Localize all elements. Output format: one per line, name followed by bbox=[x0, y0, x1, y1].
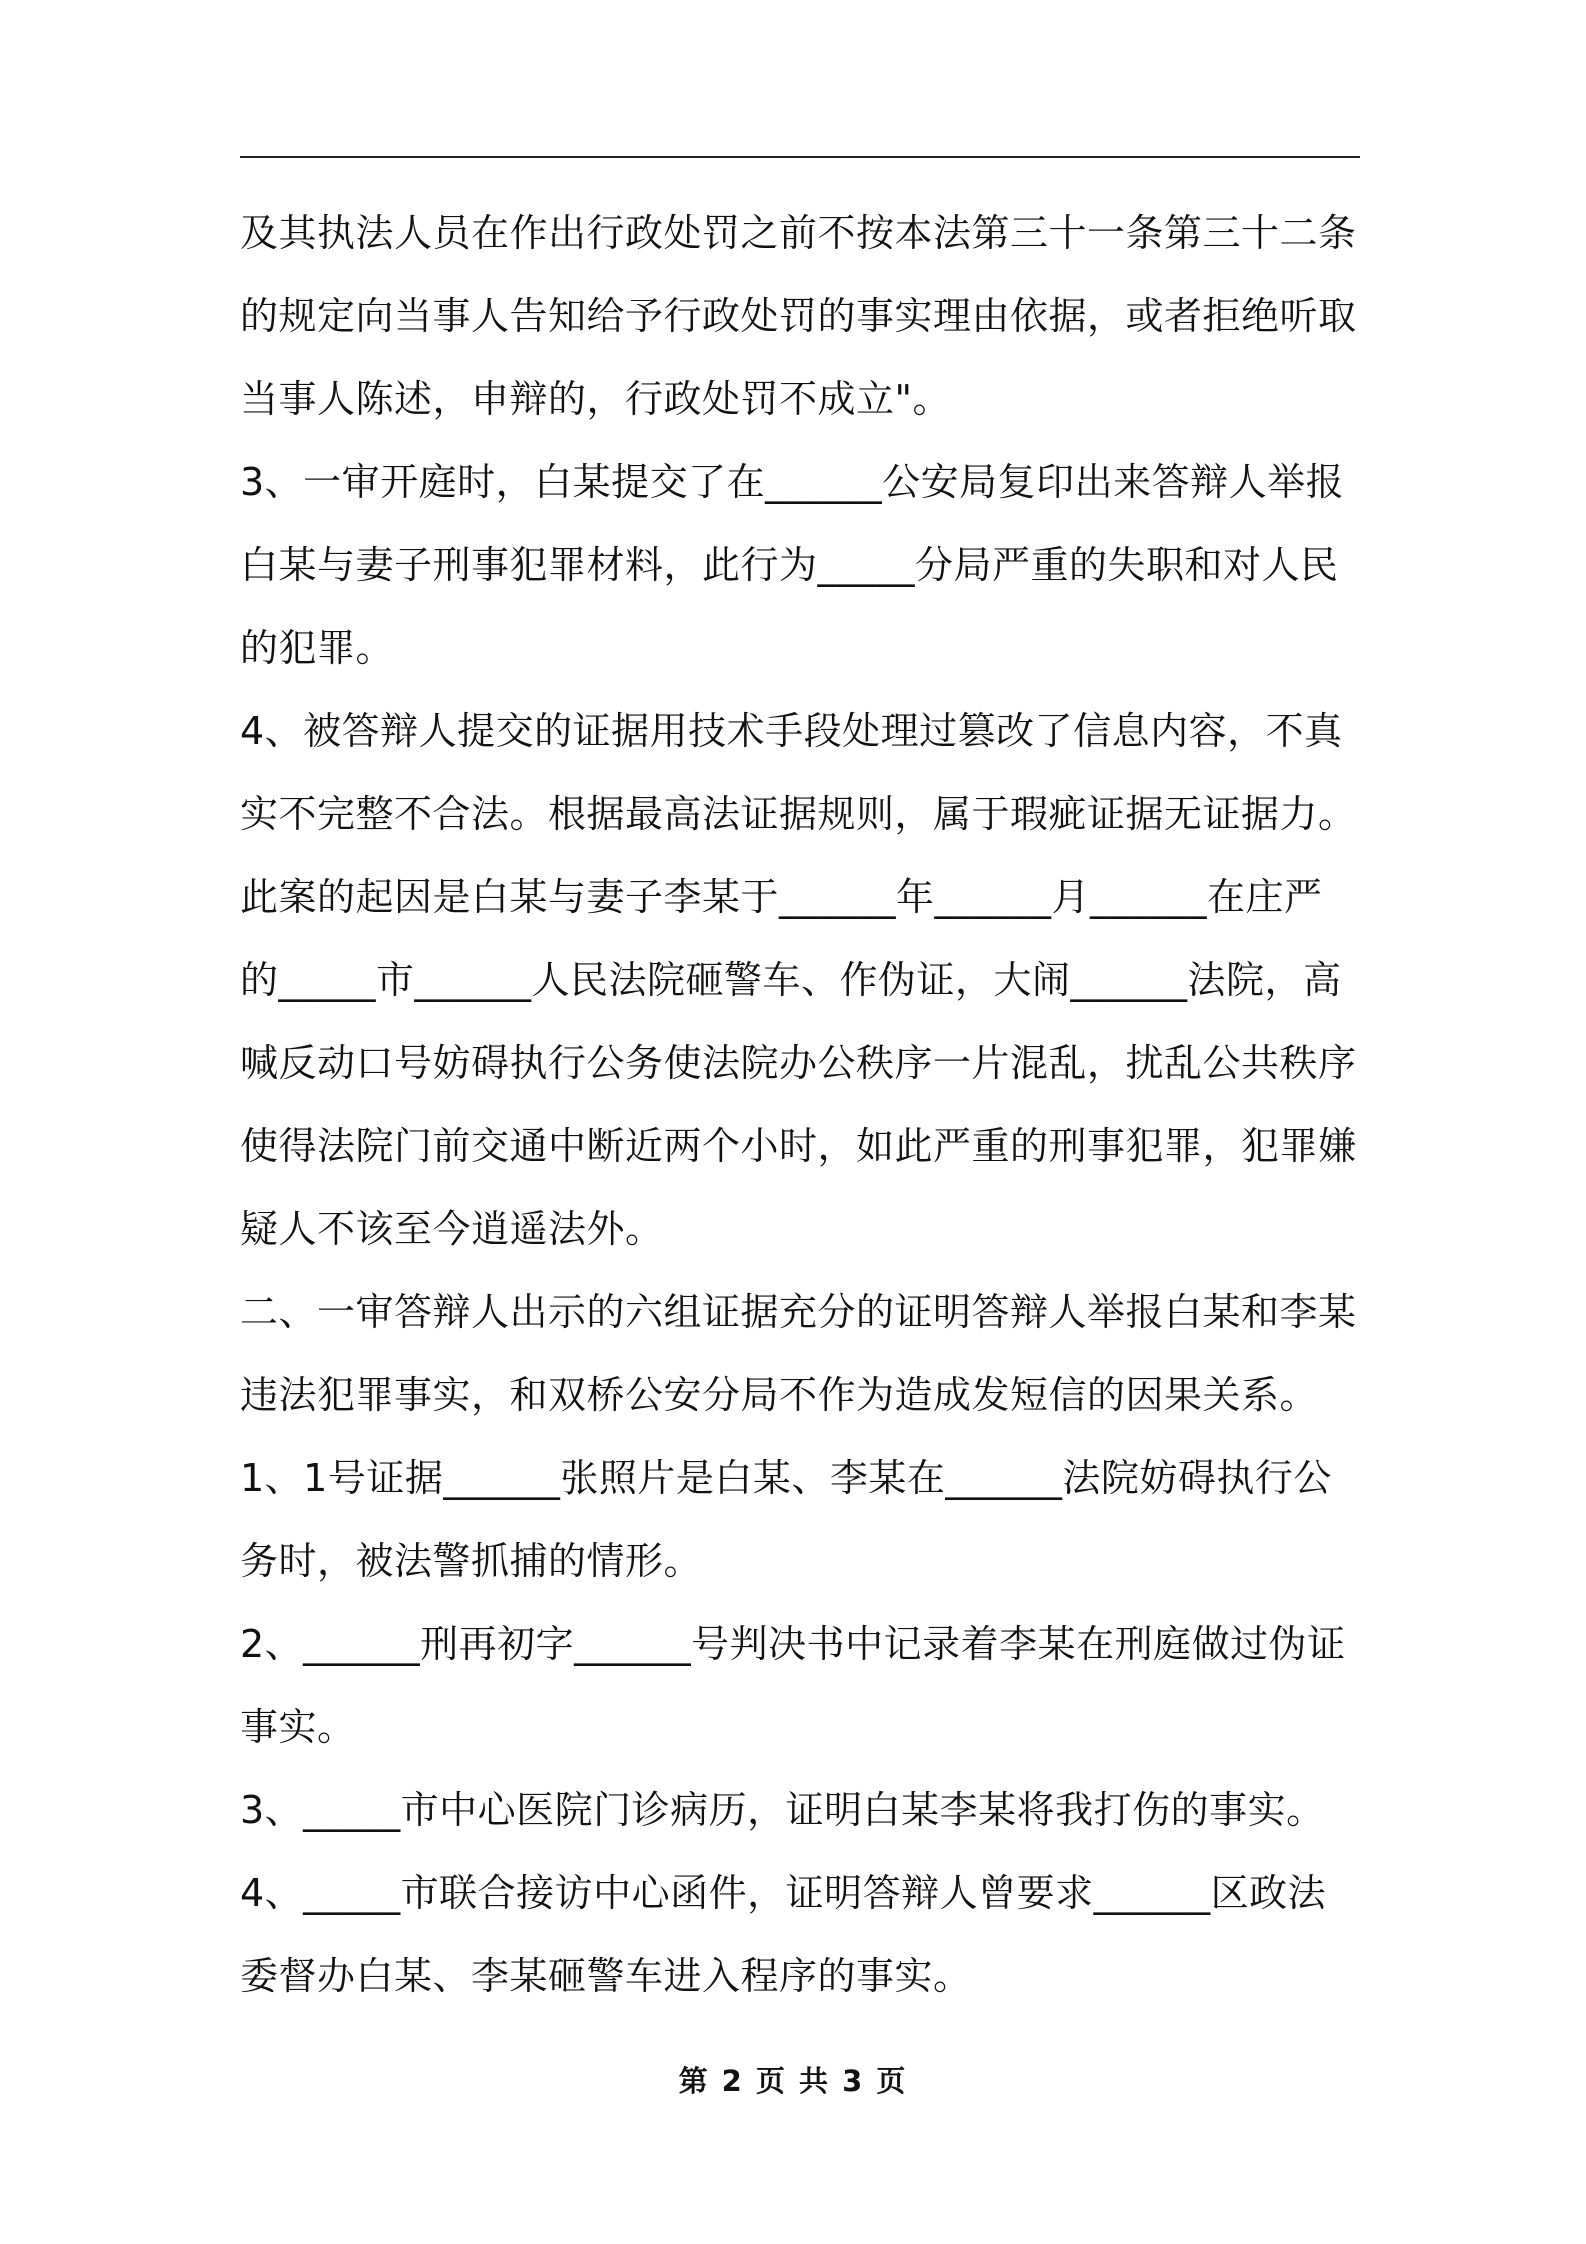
paragraph-2: 3、一审开庭时，白某提交了在______公安局复印出来答辩人举报白某与妻子刑事犯罪材料，此行为_____分局严重的失职和对人民的犯罪。 bbox=[240, 460, 1345, 670]
paragraph-8: 3、_____市中心医院门诊病历，证明白某李某将我打伤的事实。 bbox=[240, 1788, 1325, 1832]
paragraph-4: 此案的起因是白某与妻子李某于______年______月______在庄严的_____市______人民法院砸警车、作伪证，大闹______法院，高喊反动口号妨碍执行公务使法院办公秩序一片混乱，扰乱公共秩序使得法院门前交通中断近两个小时，如此严重的刑事犯罪，犯罪嫌疑人不该至今逍遥法外。 bbox=[240, 875, 1357, 1251]
paragraph-6: 1、1号证据______张照片是白某、李某在______法院妨碍执行公务时，被法警抓捕的情形。 bbox=[240, 1456, 1332, 1583]
page-number-footer: 第 2 页 共 3 页 bbox=[678, 2064, 908, 2098]
header-rule bbox=[240, 156, 1360, 158]
paragraph-3: 4、被答辩人提交的证据用技术手段处理过篡改了信息内容，不真实不完整不合法。根据最高法证据规则，属于瑕疵证据无证据力。 bbox=[240, 709, 1357, 836]
paragraph-7: 2、______刑再初字______号判决书中记录着李某在刑庭做过伪证事实。 bbox=[240, 1622, 1346, 1749]
paragraph-1: 及其执法人员在作出行政处罚之前不按本法第三十一条第三十二条的规定向当事人告知给予行政处罚的事实理由依据，或者拒绝听取当事人陈述，申辩的，行政处罚不成立"。 bbox=[240, 211, 1357, 421]
document-body bbox=[240, 192, 1360, 2018]
paragraph-9: 4、_____市联合接访中心函件，证明答辩人曾要求______区政法委督办白某、李某砸警车进入程序的事实。 bbox=[240, 1871, 1327, 1998]
paragraph-5: 二、一审答辩人出示的六组证据充分的证明答辩人举报白某和李某违法犯罪事实，和双桥公安分局不作为造成发短信的因果关系。 bbox=[240, 1290, 1357, 1417]
